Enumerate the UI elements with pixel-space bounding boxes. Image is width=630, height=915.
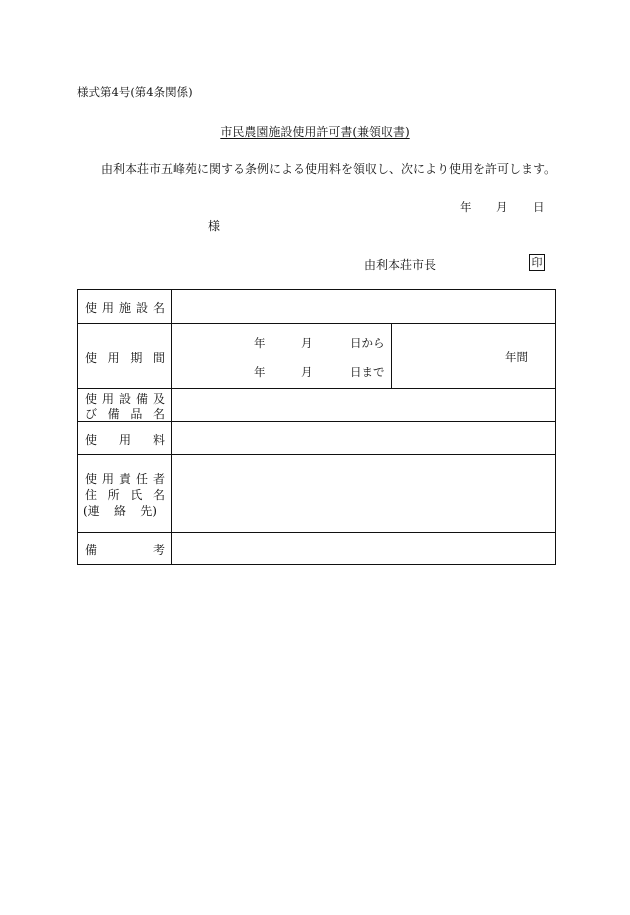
period-to-day: 日まで <box>350 365 385 379</box>
label-char: 任 <box>135 472 148 486</box>
form-statement: 由利本荘市五峰苑に関する条例による使用料を領収し、次により使用を許可します。 <box>101 162 557 176</box>
row-responsible-person <box>78 455 555 533</box>
label-char: 名 <box>152 407 165 421</box>
label-char: 及 <box>152 392 165 406</box>
label-char: 備 <box>85 543 98 557</box>
date-month-label: 月 <box>496 200 508 214</box>
label-char: 考 <box>152 543 165 557</box>
label-char: 者 <box>152 472 165 486</box>
remarks-value[interactable] <box>172 533 555 564</box>
issuer-name: 由利本荘市長 <box>364 258 437 272</box>
label-char: 品 <box>130 407 143 421</box>
permit-table <box>77 289 556 565</box>
label-char: 用 <box>101 301 114 315</box>
period-from-year: 年 <box>254 336 266 350</box>
usage-period-value[interactable] <box>172 324 555 388</box>
label-line <box>85 470 165 487</box>
label-char: 備 <box>135 392 148 406</box>
label-char: 料 <box>152 433 165 447</box>
period-to-month: 月 <box>301 365 313 379</box>
label-char: 絡 <box>113 504 126 518</box>
row-usage-period <box>78 324 555 389</box>
label-line <box>85 431 165 448</box>
period-duration: 年間 <box>505 350 528 364</box>
label-char: 設 <box>118 392 131 406</box>
label-line <box>85 541 165 558</box>
label-char: 責 <box>118 472 131 486</box>
form-number: 様式第4号(第4条関係) <box>77 85 193 99</box>
label-char: 先) <box>140 504 157 518</box>
label-char: 住 <box>85 488 98 502</box>
label-char: 用 <box>107 351 120 365</box>
form-title <box>0 123 630 140</box>
period-from-month: 月 <box>301 336 313 350</box>
row-equipment <box>78 389 555 422</box>
label-char: 用 <box>101 472 114 486</box>
label-char: 使 <box>85 351 98 365</box>
responsible-person-value[interactable] <box>172 455 555 532</box>
label-char: 設 <box>135 301 148 315</box>
remarks-label <box>78 533 172 564</box>
row-usage-fee <box>78 422 555 455</box>
seal-mark: 印 <box>529 254 545 271</box>
label-char: (連 <box>83 504 100 518</box>
label-char: 備 <box>107 407 120 421</box>
label-line <box>85 405 165 422</box>
form-title-text: 市民農園施設使用許可書(兼領収書) <box>220 125 410 139</box>
facility-name-label <box>78 290 172 323</box>
label-char: 名 <box>152 488 165 502</box>
row-facility-name <box>78 290 555 324</box>
label-line <box>83 502 157 519</box>
equipment-label <box>78 389 172 421</box>
period-from-day: 日から <box>350 336 385 350</box>
date-year-label: 年 <box>460 200 472 214</box>
addressee-suffix: 様 <box>208 219 221 233</box>
label-char: び <box>85 407 98 421</box>
label-char: 使 <box>85 392 98 406</box>
usage-fee-value[interactable] <box>172 422 555 454</box>
label-line <box>85 349 165 366</box>
period-to-year: 年 <box>254 365 266 379</box>
label-char: 用 <box>101 392 114 406</box>
label-char: 期 <box>130 351 143 365</box>
label-char: 使 <box>85 301 98 315</box>
label-char: 所 <box>107 488 120 502</box>
label-char: 施 <box>118 301 131 315</box>
equipment-value[interactable] <box>172 389 555 421</box>
label-char: 名 <box>152 301 165 315</box>
usage-fee-label <box>78 422 172 454</box>
label-char: 用 <box>118 433 131 447</box>
label-char: 使 <box>85 433 98 447</box>
date-day-label: 日 <box>533 200 545 214</box>
usage-period-label <box>78 324 172 388</box>
row-remarks <box>78 533 555 564</box>
period-divider <box>391 324 392 388</box>
label-char: 使 <box>85 472 98 486</box>
label-char: 氏 <box>130 488 143 502</box>
label-char: 間 <box>152 351 165 365</box>
label-line <box>85 486 165 503</box>
facility-name-value[interactable] <box>172 290 555 323</box>
responsible-person-label <box>78 455 172 532</box>
label-line <box>85 299 165 316</box>
